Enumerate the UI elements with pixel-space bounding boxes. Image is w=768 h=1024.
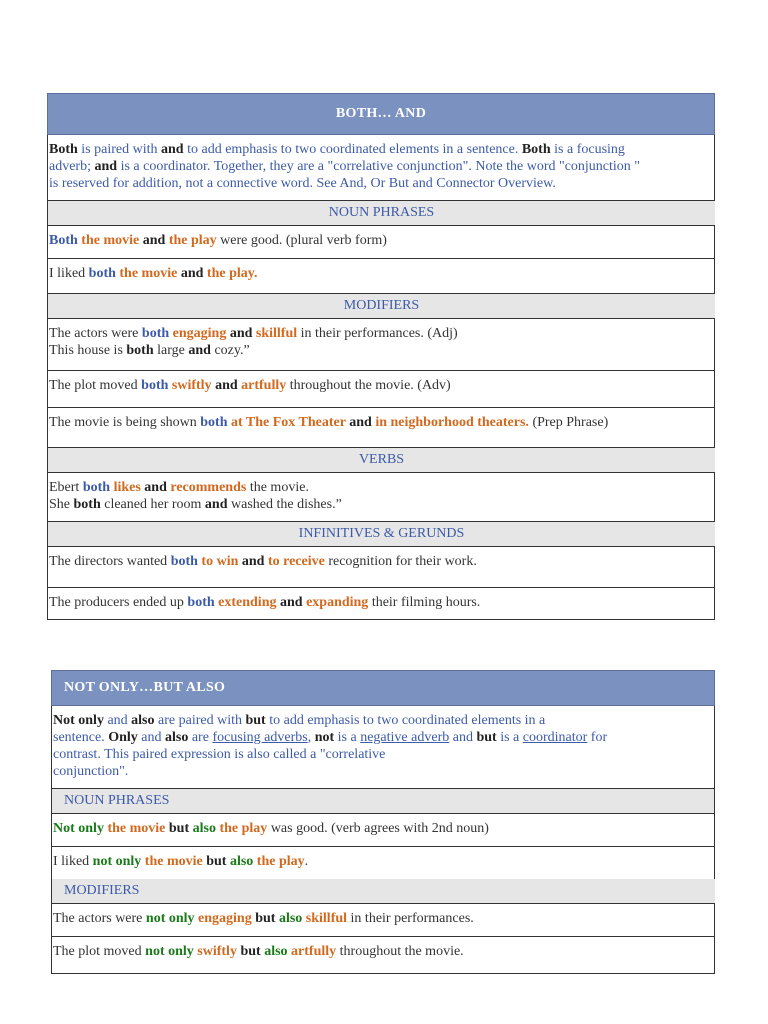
text-run: sentence. (53, 730, 109, 745)
text-line (53, 943, 714, 960)
example-row (51, 937, 715, 974)
example-row (47, 259, 715, 293)
text-line (49, 141, 714, 158)
text-run: cozy.” (210, 343, 250, 358)
text-run: washed the dishes.” (227, 497, 342, 512)
text-run: skillful (305, 911, 348, 926)
text-run: adverb; (49, 159, 95, 174)
text-run: not only (145, 944, 198, 959)
text-run: both (200, 415, 231, 430)
text-run: not (314, 730, 335, 745)
text-line (49, 479, 714, 496)
text-run: contrast. This paired expression is also called a "correlative (53, 747, 386, 762)
text-run: to receive (267, 554, 325, 569)
text-run: is reserved for addition, not a connective word. See And, Or But and Connector Overview. (49, 176, 556, 191)
text-run: is a focusing (550, 142, 625, 157)
text-run: artfully (241, 378, 287, 393)
text-run: the movie (119, 266, 178, 281)
text-run: but (165, 821, 193, 836)
text-run: swiftly (171, 378, 212, 393)
text-run: and (94, 159, 118, 174)
text-line (49, 594, 714, 611)
example-row (51, 847, 715, 879)
both-and-table (47, 93, 715, 620)
section-heading-modifiers: MODIFIERS (47, 293, 715, 319)
text-run: for (587, 730, 608, 745)
text-run: also (192, 821, 220, 836)
text-run: (Prep Phrase) (528, 415, 609, 430)
text-run: the movie (144, 854, 203, 869)
text-line (49, 414, 714, 431)
text-run: in their performances. (Adj) (297, 326, 458, 341)
text-line (53, 712, 714, 729)
text-run: their filming hours. (368, 595, 481, 610)
text-run: . (304, 854, 309, 869)
text-run: throughout the movie. (Adv) (286, 378, 451, 393)
text-line (49, 553, 714, 570)
text-run: in neighborhood theaters. (375, 415, 529, 430)
text-run: I liked (49, 266, 89, 281)
text-run: Both (49, 142, 78, 157)
text-run: the play (219, 821, 268, 836)
text-line (49, 325, 714, 342)
text-run: expanding (306, 595, 369, 610)
text-run: She (49, 497, 74, 512)
text-run: Both (521, 142, 551, 157)
text-run: and (226, 326, 256, 341)
text-run: but (202, 854, 230, 869)
intro-paragraph (51, 706, 715, 789)
text-run: and (188, 343, 211, 358)
text-run: is a (496, 730, 523, 745)
example-row (51, 903, 715, 937)
text-run: but (236, 944, 265, 959)
text-run: both (187, 595, 219, 610)
text-run: and (204, 497, 228, 512)
text-run: not only (145, 911, 199, 926)
link-text[interactable]: negative adverb (360, 730, 450, 745)
text-run: also (131, 713, 155, 728)
text-run: likes (113, 480, 141, 495)
example-row (47, 371, 715, 408)
text-line (49, 377, 714, 394)
text-run: was good. (verb agrees with 2nd noun) (267, 821, 489, 836)
text-run: and (161, 142, 184, 157)
text-run: at The Fox Theater (231, 415, 346, 430)
text-run: The actors were (49, 326, 142, 341)
section-heading-noun-phrases: NOUN PHRASES (47, 201, 715, 225)
text-run: the play (168, 233, 217, 248)
text-run: are (188, 730, 213, 745)
text-run: The plot moved (53, 944, 146, 959)
link-text[interactable]: focusing adverbs (212, 730, 308, 745)
text-run: large (153, 343, 189, 358)
text-run: skillful (255, 326, 298, 341)
text-line (49, 158, 714, 175)
text-run: also (264, 944, 292, 959)
example-row (47, 472, 715, 522)
example-row (47, 588, 715, 620)
section-heading-infinitives: INFINITIVES & GERUNDS (47, 522, 715, 546)
example-row (47, 319, 715, 371)
text-run: recommends (170, 480, 247, 495)
section-heading-noun-phrases: NOUN PHRASES (51, 789, 715, 813)
text-run: This house is (49, 343, 127, 358)
text-run: both (141, 326, 173, 341)
text-run: extending (218, 595, 277, 610)
text-line (49, 342, 714, 359)
example-row (47, 225, 715, 259)
text-run: and (137, 730, 165, 745)
text-run: and (103, 713, 132, 728)
example-row (47, 408, 715, 447)
text-run: the play (256, 854, 305, 869)
text-run: to win (201, 554, 239, 569)
text-run: and (211, 378, 242, 393)
text-run: engaging (198, 911, 252, 926)
text-run: Ebert (49, 480, 83, 495)
text-run: is a (334, 730, 361, 745)
text-run: and (345, 415, 376, 430)
text-run: the movie (81, 233, 140, 248)
table-header: NOT ONLY…BUT ALSO (51, 670, 715, 706)
text-run: is paired with (77, 142, 162, 157)
section-heading-modifiers: MODIFIERS (51, 879, 715, 903)
text-run: the movie (107, 821, 166, 836)
text-line (53, 729, 714, 746)
text-run: The directors wanted (49, 554, 171, 569)
text-line (53, 763, 714, 780)
text-run: both (141, 378, 172, 393)
text-run: both (73, 497, 101, 512)
text-run: The plot moved (49, 378, 142, 393)
text-line (49, 232, 714, 249)
text-run: both (88, 266, 120, 281)
text-run: both (170, 554, 202, 569)
text-line (53, 820, 714, 837)
text-run: and (140, 480, 171, 495)
text-line (53, 853, 714, 870)
text-run: to add emphasis to two coordinated elements in a sentence. (183, 142, 522, 157)
text-run: both (126, 343, 154, 358)
text-run: Not only (53, 713, 104, 728)
link-text[interactable]: coordinator (522, 730, 588, 745)
text-run: recognition for their work. (324, 554, 477, 569)
section-heading-verbs: VERBS (47, 447, 715, 472)
text-line (49, 175, 714, 192)
text-run: also (165, 730, 189, 745)
text-run: the play. (206, 266, 258, 281)
table-header: BOTH… AND (47, 93, 715, 135)
text-line (49, 496, 714, 513)
text-run: The movie is being shown (49, 415, 201, 430)
text-line (53, 910, 714, 927)
text-run: is a coordinator. Together, they are a "correlative conjunction". Note the word "conjunction " (117, 159, 641, 174)
text-line (49, 265, 714, 282)
text-run: artfully (291, 944, 337, 959)
text-run: conjunction". (53, 764, 129, 779)
text-run: The producers ended up (49, 595, 188, 610)
text-run: and (449, 730, 477, 745)
text-run: not only (92, 854, 145, 869)
intro-paragraph (47, 135, 715, 201)
text-run: also (229, 854, 257, 869)
not-only-but-also-table (51, 670, 715, 974)
text-run: engaging (172, 326, 227, 341)
text-run: swiftly (197, 944, 237, 959)
text-run: the movie. (246, 480, 309, 495)
text-run: cleaned her room (100, 497, 205, 512)
text-run: also (278, 911, 306, 926)
text-run: Not only (53, 821, 108, 836)
text-run: I liked (53, 854, 93, 869)
example-row (51, 813, 715, 847)
text-line (53, 746, 714, 763)
text-run: but (245, 713, 266, 728)
text-run: in their performances. (347, 911, 474, 926)
text-run: and (177, 266, 207, 281)
text-run: The actors were (53, 911, 146, 926)
text-run: and (238, 554, 268, 569)
text-run: but (476, 730, 497, 745)
text-run: to add emphasis to two coordinated elements in a (265, 713, 546, 728)
example-row (47, 546, 715, 588)
text-run: both (82, 480, 114, 495)
text-run: and (139, 233, 169, 248)
text-run: were good. (plural verb form) (216, 233, 387, 248)
text-run: and (276, 595, 307, 610)
text-run: , (307, 730, 315, 745)
text-run: but (251, 911, 279, 926)
text-run: throughout the movie. (336, 944, 464, 959)
text-run: are paired with (154, 713, 246, 728)
text-run: Both (49, 233, 82, 248)
text-run: Only (108, 730, 138, 745)
